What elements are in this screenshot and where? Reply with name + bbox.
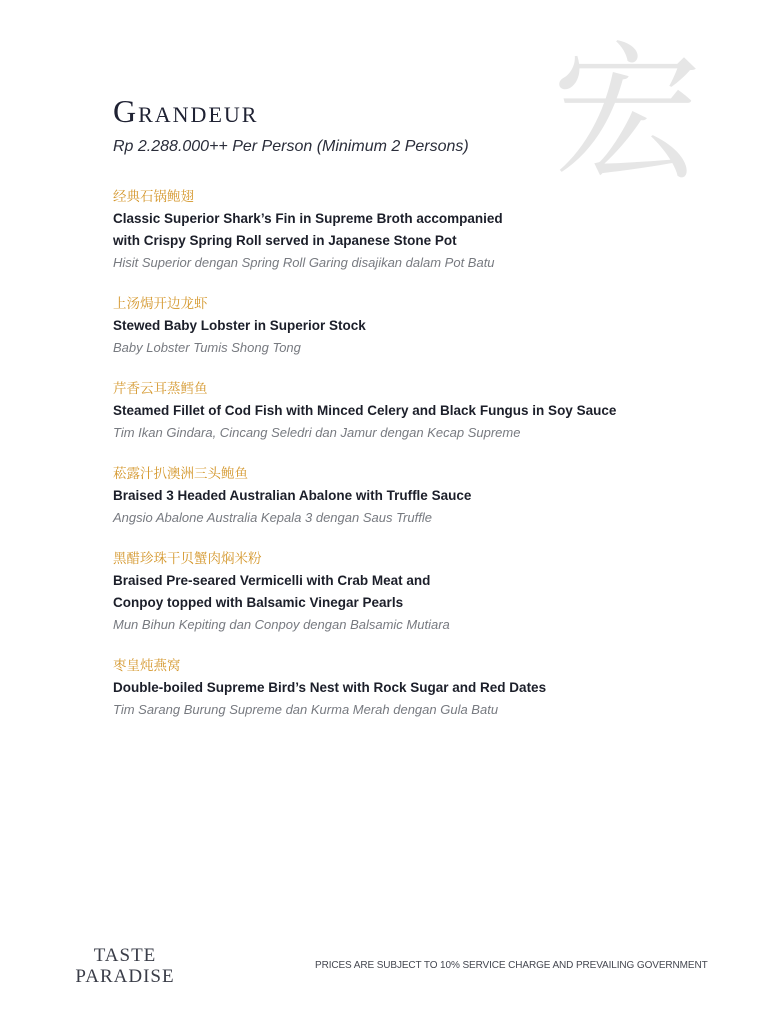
dish-indonesian-name: Tim Ikan Gindara, Cincang Seledri dan Jamur dengan Kecap Supreme: [113, 425, 521, 440]
dish-indonesian-name: Angsio Abalone Australia Kepala 3 dengan Saus Truffle: [113, 510, 432, 525]
dish-english-name-line: with Crispy Spring Roll served in Japanese Stone Pot: [113, 233, 457, 248]
dish-english-name-line: Steamed Fillet of Cod Fish with Minced Celery and Black Fungus in Soy Sauce: [113, 403, 617, 418]
menu-list: [113, 186, 693, 740]
dish-chinese-name: 经典石锅鲍翅: [113, 189, 194, 205]
dish-item: [113, 463, 693, 529]
dish-chinese-name: 黑醋珍珠干贝蟹肉焖米粉: [113, 551, 262, 567]
page-title: Grandeur: [113, 93, 259, 129]
dish-item: [113, 548, 693, 636]
dish-english-name-line: Braised Pre-seared Vermicelli with Crab Meat and: [113, 573, 431, 588]
dish-chinese-name: 菘露汁扒澳洲三头鲍鱼: [113, 466, 248, 482]
dish-item: [113, 378, 693, 444]
dish-indonesian-name: Hisit Superior dengan Spring Roll Garing disajikan dalam Pot Batu: [113, 255, 495, 270]
dish-item: [113, 655, 693, 721]
dish-english-name-line: Stewed Baby Lobster in Superior Stock: [113, 318, 366, 333]
price-subtitle: Rp 2.288.000++ Per Person (Minimum 2 Persons): [113, 138, 469, 155]
footer-disclaimer: PRICES ARE SUBJECT TO 10% SERVICE CHARGE AND PREVAILING GOVERNMENT: [315, 960, 708, 971]
brand-logo: [75, 945, 175, 987]
dish-english-name-line: Braised 3 Headed Australian Abalone with Truffle Sauce: [113, 488, 472, 503]
dish-item: [113, 186, 693, 274]
dish-chinese-name: 上汤焗开边龙虾: [113, 296, 208, 312]
dish-chinese-name: 枣皇炖燕窝: [113, 658, 181, 674]
dish-indonesian-name: Mun Bihun Kepiting dan Conpoy dengan Balsamic Mutiara: [113, 617, 450, 632]
dish-indonesian-name: Baby Lobster Tumis Shong Tong: [113, 340, 301, 355]
dish-indonesian-name: Tim Sarang Burung Supreme dan Kurma Merah dengan Gula Batu: [113, 702, 499, 717]
brand-logo-line2: PARADISE: [75, 966, 175, 987]
dish-english-name-line: Classic Superior Shark’s Fin in Supreme Broth accompanied: [113, 211, 503, 226]
dish-english-name-line: Double-boiled Supreme Bird’s Nest with Rock Sugar and Red Dates: [113, 680, 547, 695]
watermark-character: 宏: [552, 28, 703, 202]
brand-logo-line1: TASTE: [93, 945, 157, 966]
dish-item: [113, 293, 693, 359]
dish-chinese-name: 芹香云耳蒸鳕鱼: [113, 381, 208, 397]
dish-english-name-line: Conpoy topped with Balsamic Vinegar Pearls: [113, 595, 404, 610]
